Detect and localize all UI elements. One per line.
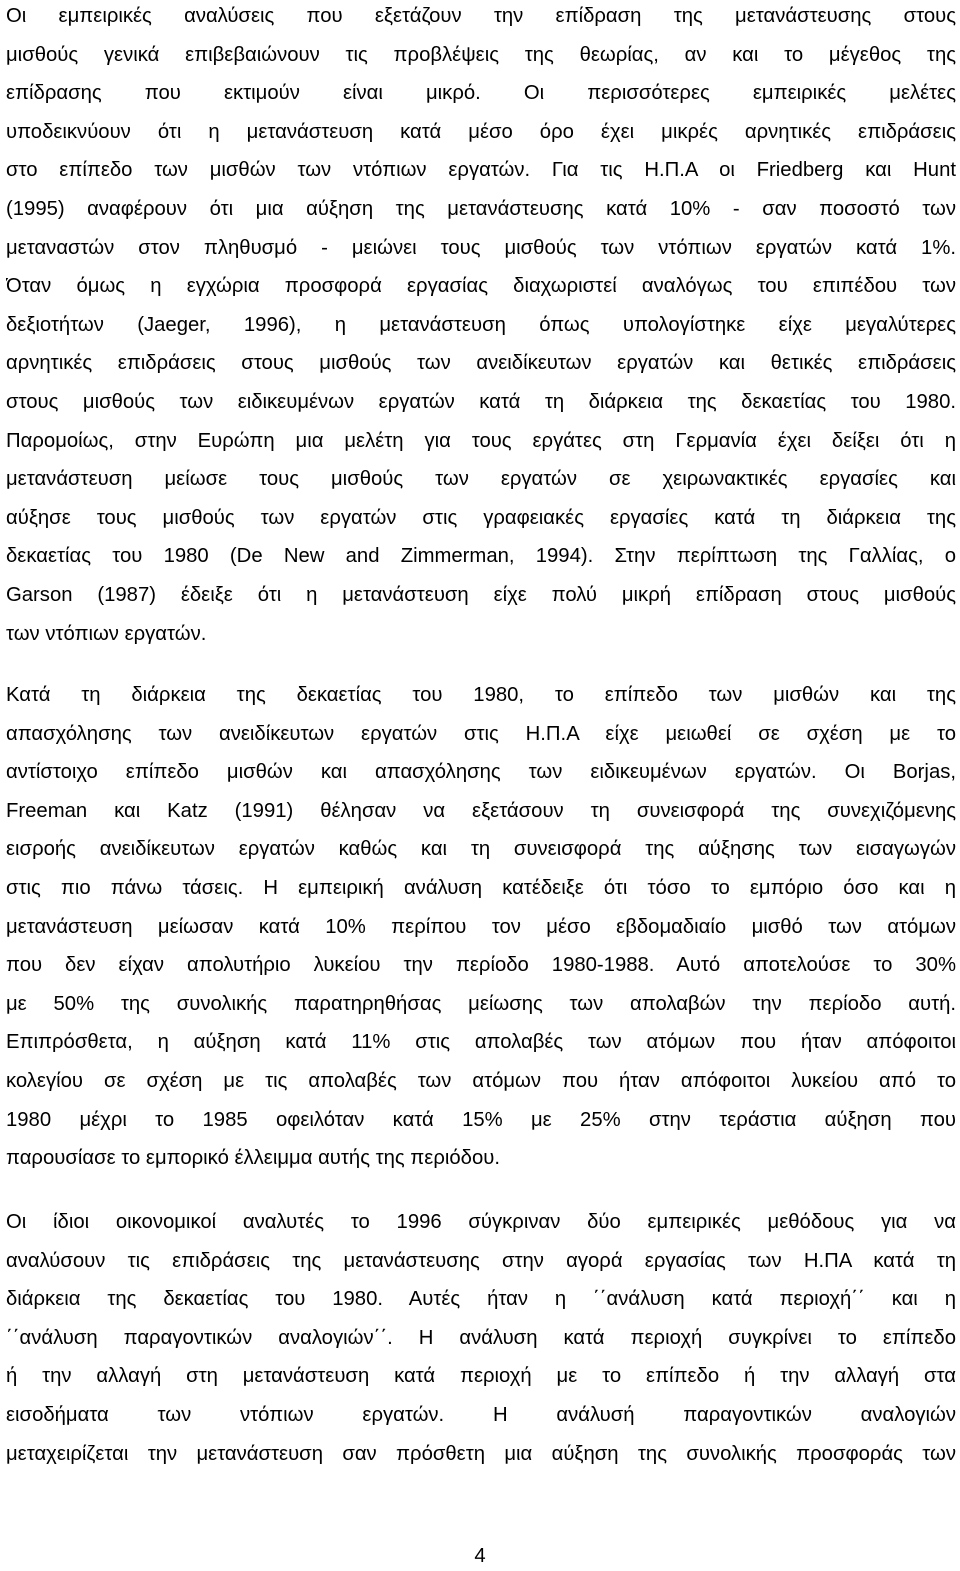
text-line: ΄΄ανάλυση παραγοντικών αναλογιών΄΄. Η ανάλυση κατά περιοχή συγκρίνει το επίπεδο	[6, 1326, 956, 1349]
text-line: απασχόλησης των ανειδίκευτων εργατών στις Η.Π.Α είχε μειωθεί σε σχέση με το	[6, 722, 956, 745]
text-line: υποδεικνύουν ότι η μετανάστευση κατά μέσο όρο έχει μικρές αρνητικές επιδράσεις	[6, 120, 956, 143]
text-line: στις πιο πάνω τάσεις. Η εμπειρική ανάλυση κατέδειξε ότι τόσο το εμπόριο όσο και η	[6, 876, 956, 899]
text-line: Επιπρόσθετα, η αύξηση κατά 11% στις απολαβές των ατόμων που ήταν απόφοιτοι	[6, 1031, 956, 1054]
text-line: εισοδήματα των ντόπιων εργατών. Η ανάλυσή παραγοντικών αναλογιών	[6, 1403, 956, 1426]
text-line: Οι ίδιοι οικονομικοί αναλυτές το 1996 σύγκριναν δύο εμπειρικές μεθόδους για να	[6, 1211, 956, 1233]
text-line: αναλύσουν τις επιδράσεις της μετανάστευσης στην αγορά εργασίας των Η.ΠΑ κατά τη	[6, 1249, 956, 1272]
text-line: κολεγίου σε σχέση με τις απολαβές των ατόμων που ήταν απόφοιτοι λυκείου από το	[6, 1069, 956, 1092]
text-line: εισροής ανειδίκευτων εργατών καθώς και τη συνεισφορά της αύξησης των εισαγωγών	[6, 838, 956, 861]
text-line: που δεν είχαν απολυτήριο λυκείου την περίοδο 1980-1988. Αυτό αποτελούσε το 30%	[6, 954, 956, 977]
text-line: αύξησε τους μισθούς των εργατών στις γραφειακές εργασίες κατά τη διάρκεια της	[6, 506, 956, 529]
text-line: των ντόπιων εργατών.	[6, 622, 207, 645]
text-line: μισθούς γενικά επιβεβαιώνουν τις προβλέψεις της θεωρίας, αν και το μέγεθος της	[6, 43, 956, 66]
text-line: Freeman και Katz (1991) θέλησαν να εξετάσουν τη συνεισφορά της συνεχιζόμενης	[6, 799, 956, 822]
text-line: Κατά τη διάρκεια της δεκαετίας του 1980, το επίπεδο των μισθών και της	[6, 684, 956, 706]
text-line: διάρκεια της δεκαετίας του 1980. Αυτές ήταν η ΄΄ανάλυση κατά περιοχή΄΄ και η	[6, 1288, 956, 1311]
text-line: μετανάστευση μείωσαν κατά 10% περίπου τον μέσο εβδομαδιαίο μισθό των ατόμων	[6, 915, 956, 938]
text-line: Παρομοίως, στην Ευρώπη μια μελέτη για τους εργάτες στη Γερμανία έχει δείξει ότι η	[6, 429, 956, 452]
text-line: μεταχειρίζεται την μετανάστευση σαν πρόσθετη μια αύξηση της συνολικής προσφοράς των	[6, 1442, 956, 1465]
text-line: δεκαετίας του 1980 (De New and Zimmerman, 1994). Στην περίπτωση της Γαλλίας, ο	[6, 545, 956, 568]
text-line: 1980 μέχρι το 1985 οφειλόταν κατά 15% με 25% στην τεράστια αύξηση που	[6, 1108, 956, 1131]
text-line: Garson (1987) έδειξε ότι η μετανάστευση είχε πολύ μικρή επίδραση στους μισθούς	[6, 583, 956, 606]
text-line: Όταν όμως η εγχώρια προσφορά εργασίας διαχωριστεί αναλόγως του επιπέδου των	[6, 275, 956, 298]
text-line: ή την αλλαγή στη μετανάστευση κατά περιοχή με το επίπεδο ή την αλλαγή στα	[6, 1365, 956, 1388]
text-line: στο επίπεδο των μισθών των ντόπιων εργατών. Για τις Η.Π.Α οι Friedberg και Hunt	[6, 159, 956, 182]
text-line: αντίστοιχο επίπεδο μισθών και απασχόλησης των ειδικευμένων εργατών. Οι Borjas,	[6, 761, 956, 784]
paragraph-empirical-methods-1996	[6, 1203, 956, 1473]
text-line: δεξιοτήτων (Jaeger, 1996), η μετανάστευση όπως υπολογίστηκε είχε μεγαλύτερες	[6, 313, 956, 336]
text-line: παρουσίασε το εμπορικό έλλειμμα αυτής της περιόδου.	[6, 1147, 500, 1170]
page-number: 4	[474, 1545, 486, 1567]
text-line: με 50% της συνολικής παρατηρηθήσας μείωσης των απολαβών την περίοδο αυτή.	[6, 992, 956, 1015]
text-line: στους μισθούς των ειδικευμένων εργατών κατά τη διάρκεια της δεκαετίας του 1980.	[6, 390, 956, 413]
text-line: μετανάστευση μείωσε τους μισθούς των εργατών σε χειρωνακτικές εργασίες και	[6, 468, 956, 491]
paragraph-wages-empirical-studies	[6, 0, 956, 653]
text-line: Οι εμπειρικές αναλύσεις που εξετάζουν την επίδραση της μετανάστευσης στους	[6, 5, 956, 27]
text-line: αρνητικές επιδράσεις στους μισθούς των ανειδίκευτων εργατών και θετικές επιδράσεις	[6, 352, 956, 375]
text-line: (1995) αναφέρουν ότι μια αύξηση της μετανάστευσης κατά 10% - σαν ποσοστό των	[6, 197, 956, 220]
text-line: μεταναστών στον πληθυσμό - μειώνει τους μισθούς των ντόπιων εργατών κατά 1%.	[6, 236, 956, 259]
paragraph-unskilled-workers-1980s	[6, 676, 956, 1178]
text-line: επίδρασης που εκτιμούν είναι μικρό. Οι περισσότερες εμπειρικές μελέτες	[6, 82, 956, 105]
